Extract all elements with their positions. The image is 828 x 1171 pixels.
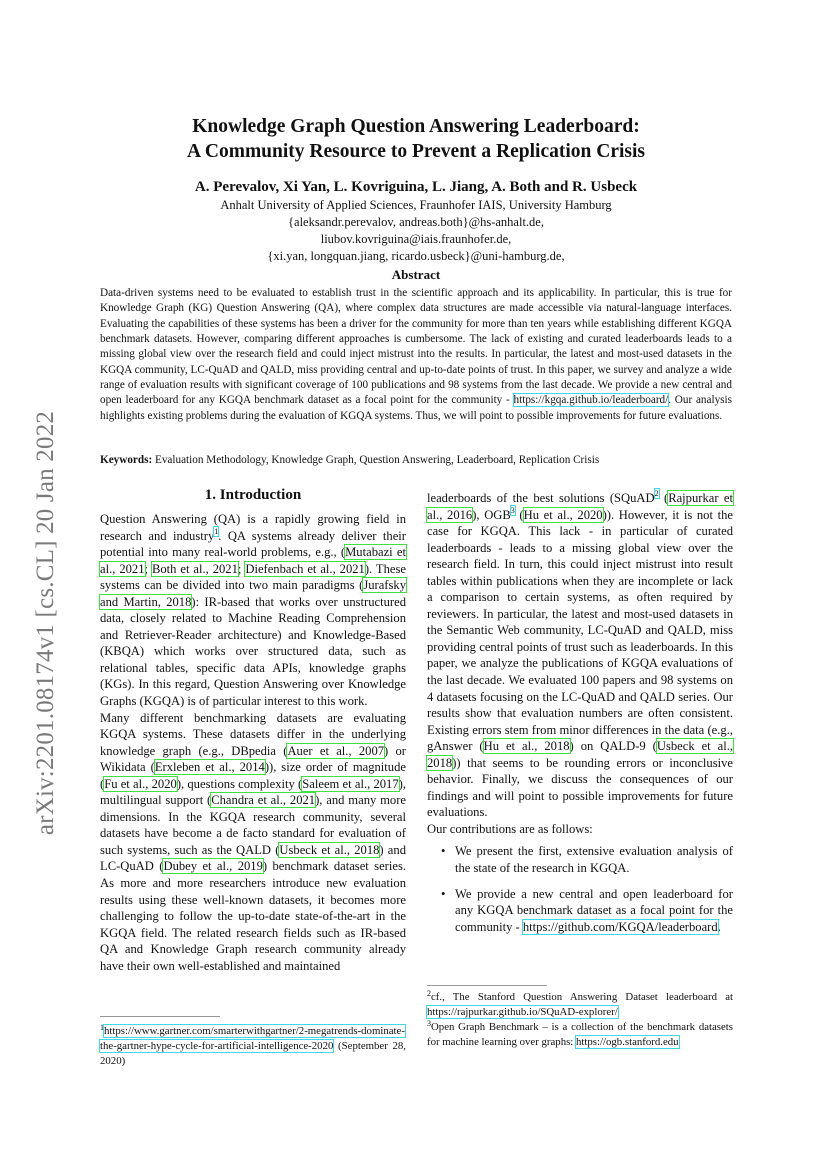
email-line: {aleksandr.perevalov, andreas.both}@hs-anhalt.de, — [288, 215, 544, 229]
keywords-line — [100, 453, 732, 468]
list-item — [427, 843, 733, 876]
citation-link[interactable]: Auer et al., 2007 — [287, 743, 385, 758]
footnote-ref-1[interactable]: 1 — [214, 526, 219, 536]
bullet-icon: • — [441, 844, 446, 859]
gartner-link[interactable]: https://www.gartner.com/smarterwithgartner/2-megatrends-dominate-the-gartner-hype-cycle-for-artificial-intelligence-2020 — [100, 1025, 405, 1052]
body-text: )), size order of magnitude ( — [100, 760, 406, 791]
footnote-3 — [427, 1020, 733, 1050]
body-text: ) or Wikidata ( — [100, 743, 406, 775]
affiliation-block — [100, 197, 732, 265]
citation-link[interactable]: Dubey et al., 2019 — [163, 859, 263, 874]
abstract-text: Data-driven systems need to be evaluated to establish trust in the scientific approach and its applicability. In particular, this is true for Knowledge Graph (KG) Question Answering (QA), where complex data structures are made accessible via natural-language interfaces. Evaluating the capabilities of these systems has been a driver for the community for more than ten years while establishing different KGQA benchmark datasets. However, comparing different approaches is cumbersome. The lack of existing and curated leaderboards leads to a missing global view over the research field and could inject mistrust into the results. In particular, the latest and most-used datasets in the KGQA community, LC-QuAD and QALD, miss providing central and up-to-date points of trust. In this paper, we survey and analyze a wide range of evaluation results with significant coverage of 100 publications and 98 systems from the last decade. We provide a new central and open leaderboard for any KGQA benchmark dataset as a focal point for the community - — [100, 287, 732, 407]
citation-link[interactable]: Both et al., 2021 — [151, 561, 238, 576]
squad-link[interactable]: https://rajpurkar.github.io/SQuAD-explorer/ — [427, 1006, 618, 1018]
body-text: ): IR-based that works over unstructured data, closely related to Machine Reading Comprehension and Retriever-Reader architecture) and Knowledge-Based (KBQA) which works over structured data, such as relational tables, specific data APIs, knowledge graphs (KGs). In this regard, Question Answering over Knowledge Graphs (KGQA) is of particular interest to this work. — [100, 594, 406, 709]
contributions-list — [427, 843, 733, 935]
affiliation-line: Anhalt University of Applied Sciences, Fraunhofer IAIS, University Hamburg — [220, 198, 612, 212]
citation-link[interactable]: Diefenbach et al., 2021 — [245, 561, 365, 576]
footnote-ref-3[interactable]: 3 — [510, 505, 515, 515]
author-list: A. Perevalov, Xi Yan, L. Kovriguina, L. Jiang, A. Both and R. Usbeck — [194, 179, 638, 195]
body-text: ), OGB — [472, 507, 511, 522]
citation-link[interactable]: Usbeck et al., 2018 — [427, 739, 734, 770]
citation-link[interactable]: Erxleben et al., 2014 — [154, 760, 265, 775]
footnote-ref-2[interactable]: 2 — [654, 489, 659, 498]
body-text: leaderboards of the best solutions (SQuAD — [427, 491, 655, 505]
bullet-icon: • — [441, 886, 446, 901]
footnote-number: 2 — [427, 989, 431, 998]
citation-link[interactable]: Jurafsky and Martin, 2018 — [100, 578, 406, 609]
footnote-2 — [427, 990, 733, 1020]
citation-link[interactable]: Saleem et al., 2017 — [302, 776, 399, 791]
body-text: ( — [658, 491, 669, 505]
body-text: ) benchmark dataset series. As more and more researchers introduce new evaluation results using these well-known datasets, it becomes more challenging to follow the up-to-date state-of-the-art in the KGQA field. The related research fields such as IR-based QA and Knowledge Graph research community already have their own well-established and maintained — [100, 859, 407, 973]
body-text: )). However, it is not the case for KGQA. This lack - in particular of curated leaderboards - leads to a missing global view over the research field. In turn, this could inject mistrust into result tables within publications when they are incomplete or lack a comparison to certain systems, as often required by reviewers. In particular, the latest and most-used datasets in the Semantic Web community, LC-QuAD and QALD, miss providing central points of trust such as leaderboards. In this paper, we analyze the publications of KGQA evaluations of the last decade. We evaluated 100 papers and 98 systems on 4 datasets focusing on the LC-QuAD and QALD series. Our results show that evaluation numbers are often consistent. Existing errors stem from minor differences in the data (e.g., gAnswer ( — [427, 507, 734, 754]
footnote-number: 1 — [100, 1023, 104, 1032]
footnote-divider — [100, 1016, 220, 1017]
list-item-text: We present the first, extensive evaluation analysis of the state of the research in KGQA. — [455, 844, 733, 876]
footnote-text: cf., The Stanford Question Answering Dataset leaderboard at — [431, 991, 733, 1003]
citation-link[interactable]: Mutabazi et al., 2021 — [100, 545, 407, 576]
body-text: ) on QALD-9 ( — [569, 739, 657, 754]
github-leaderboard-link[interactable]: https://github.com/KGQA/leaderboard — [522, 919, 718, 934]
right-column — [427, 490, 733, 944]
body-text: ; — [237, 561, 246, 576]
citation-link[interactable]: Usbeck et al., 2018 — [279, 842, 380, 857]
email-line: {xi.yan, longquan.jiang, ricardo.usbeck}@uni-hamburg.de, — [267, 249, 565, 263]
body-text: ). These systems can be divided into two main paradigms ( — [100, 561, 406, 593]
arxiv-id-text: arXiv:2201.08174v1 [cs.CL] 20 Jan 2022 — [32, 410, 59, 835]
citation-link[interactable]: Fu et al., 2020 — [104, 776, 177, 791]
citation-link[interactable]: Chandra et al., 2021 — [211, 793, 316, 808]
citation-link[interactable]: Hu et al., 2018 — [483, 739, 570, 754]
footnote-text: (September 28, 2020) — [100, 1040, 406, 1067]
title-line-1: Knowledge Graph Question Answering Leaderboard: — [192, 116, 640, 137]
body-text: ( — [514, 507, 524, 522]
list-item-text: . — [717, 919, 721, 934]
paper-title — [100, 114, 732, 164]
keywords-label: Keywords: — [100, 454, 153, 466]
arxiv-identifier-stamp — [26, 370, 66, 875]
section-heading-introduction: 1. Introduction — [204, 487, 302, 503]
leaderboard-link[interactable]: https://kgqa.github.io/leaderboard/ — [513, 394, 669, 407]
citation-link[interactable]: Rajpurkar et al., 2016 — [427, 491, 734, 522]
list-item — [427, 886, 733, 936]
footnote-text: Open Graph Benchmark – is a collection of the benchmark datasets for machine learning over graphs: — [427, 1021, 733, 1048]
footnote-divider — [427, 985, 547, 986]
title-line-2: A Community Resource to Prevent a Replication Crisis — [186, 141, 646, 162]
left-column — [100, 511, 406, 974]
body-text: . QA systems already deliver their potential into many real-world problems, e.g., ( — [100, 528, 406, 560]
body-text: ) and LC-QuAD ( — [100, 842, 406, 874]
body-text: Many different benchmarking datasets are evaluating KGQA systems. These datasets differ in the underlying knowledge graph (e.g., DBpedia ( — [100, 710, 406, 758]
body-text: ; — [144, 561, 152, 576]
abstract-heading: Abstract — [391, 267, 441, 282]
footnote-number: 3 — [427, 1019, 431, 1028]
body-text: )) that seems to be rounding errors or inconclusive behavior. Finally, we discuss the consequences of our findings and will point to possible improvements for future evaluations. — [427, 755, 733, 820]
body-text: Question Answering (QA) is a rapidly growing field in research and industry — [100, 512, 406, 543]
contributions-intro: Our contributions are as follows: — [427, 821, 593, 836]
ogb-link[interactable]: https://ogb.stanford.edu — [576, 1036, 679, 1048]
abstract-body — [100, 286, 732, 424]
email-line: liubov.kovriguina@iais.fraunhofer.de, — [320, 232, 512, 246]
abstract-text: . Our analysis highlights existing problems during the evaluation of KGQA systems. Thus, we will point to possible improvements for future evaluations. — [100, 394, 732, 422]
citation-link[interactable]: Hu et al., 2020 — [523, 507, 603, 522]
list-item-text: We provide a new central and open leaderboard for any KGQA benchmark dataset as a focal point for the community - — [455, 886, 733, 934]
body-text: ), multilingual support ( — [100, 776, 406, 808]
footnote-1 — [100, 1024, 406, 1069]
keywords-text: Evaluation Methodology, Knowledge Graph, Question Answering, Leaderboard, Replication Crisis — [152, 454, 600, 466]
body-text: ), questions complexity ( — [176, 776, 303, 791]
body-text: ), and many more dimensions. In the KGQA research community, several datasets have become a de facto standard for evaluation of such systems, such as the QALD ( — [100, 793, 407, 857]
